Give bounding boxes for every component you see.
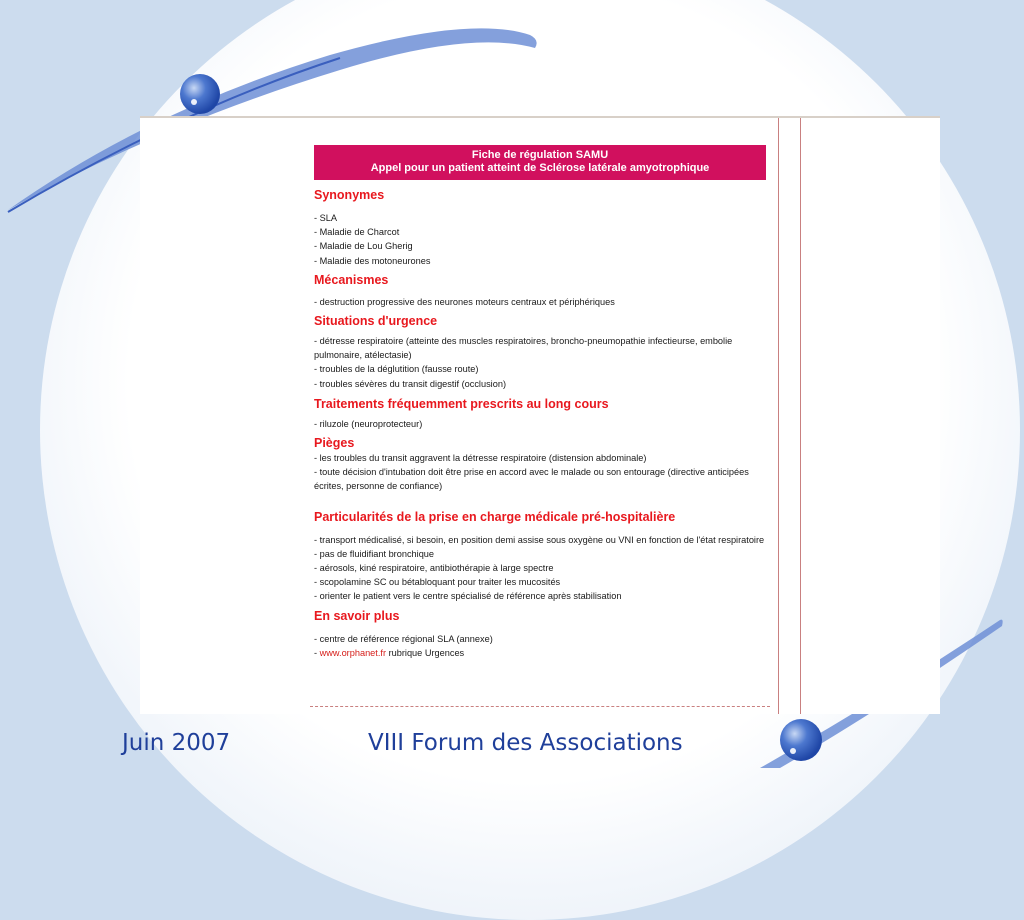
bottom-orb-icon	[780, 719, 822, 761]
list-item: - pas de fluidifiant bronchique	[314, 548, 435, 559]
section-title: Situations d'urgence	[314, 314, 438, 329]
sheet-header-title: Fiche de régulation SAMU	[471, 149, 609, 161]
list-item: - Maladie des motoneurones	[314, 255, 431, 266]
list-item: - centre de référence régional SLA (annexe)	[314, 633, 493, 644]
section-savoir-plus	[314, 609, 766, 660]
column-divider	[800, 118, 801, 714]
bottom-orb-highlight	[790, 748, 796, 754]
sheet-header-subtitle: Appel pour un patient atteint de Sclérose latérale amyotrophique	[370, 162, 710, 174]
orphanet-link[interactable]: www.orphanet.fr	[319, 647, 387, 658]
section-synonymes	[314, 188, 766, 268]
list-item-prefix: -	[314, 647, 320, 658]
section-pieges	[314, 436, 766, 494]
list-item: - aérosols, kiné respiratoire, antibiothérapie à large spectre	[314, 563, 554, 574]
footer-date: Juin 2007	[122, 730, 231, 756]
section-title: Pièges	[314, 436, 355, 451]
top-orb-icon	[180, 74, 220, 114]
list-item: - les troubles du transit aggravent la détresse respiratoire (distension abdominale)	[314, 453, 647, 464]
section-title: Mécanismes	[314, 272, 389, 287]
list-item: - toute décision d'intubation doit être prise en accord avec le malade ou son entourage (directive anticipées écrites, personne de confiance)	[314, 467, 749, 492]
section-list	[314, 295, 766, 309]
list-item: - transport médicalisé, si besoin, en position demi assise sous oxygène ou VNI en fonction de l'état respiratoire	[314, 534, 765, 545]
section-mecanismes	[314, 273, 766, 309]
section-traitements	[314, 397, 766, 431]
list-item: - détresse respiratoire (atteinte des muscles respiratoires, broncho-pneumopathie infectieurse, embolie pulmonaire, atélectasie)	[314, 336, 733, 361]
document-page	[140, 116, 940, 714]
section-title: Synonymes	[314, 188, 385, 202]
list-item: - troubles de la déglutition (fausse route)	[314, 364, 479, 375]
sheet-header	[314, 145, 766, 180]
section-list	[314, 451, 766, 494]
bottom-dotted-rule	[310, 706, 770, 707]
footer-event-title: VIII Forum des Associations	[368, 730, 683, 756]
list-item: - Maladie de Charcot	[314, 227, 400, 238]
section-title: En savoir plus	[314, 608, 400, 623]
section-list	[314, 211, 766, 268]
section-title: Particularités de la prise en charge médicale pré-hospitalière	[314, 509, 676, 524]
section-particularites	[314, 510, 766, 604]
regulation-sheet	[314, 145, 766, 660]
list-item: - orienter le patient vers le centre spécialisé de référence après stabilisation	[314, 591, 622, 602]
list-item-suffix: rubrique Urgences	[386, 647, 465, 658]
list-item: - destruction progressive des neurones moteurs centraux et périphériques	[314, 296, 615, 307]
column-divider	[778, 118, 779, 714]
top-orb-highlight	[191, 99, 197, 105]
list-item: - riluzole (neuroprotecteur)	[314, 418, 423, 429]
section-list	[314, 632, 766, 660]
list-item: - SLA	[314, 213, 337, 223]
list-item	[314, 646, 766, 660]
list-item: - troubles sévères du transit digestif (occlusion)	[314, 378, 506, 389]
list-item: - scopolamine SC ou bétabloquant pour traiter les mucosités	[314, 577, 561, 588]
section-title: Traitements fréquemment prescrits au long cours	[314, 396, 609, 411]
section-list	[314, 533, 766, 604]
section-urgence	[314, 314, 766, 391]
section-list	[314, 417, 766, 431]
list-item: - Maladie de Lou Gherig	[314, 241, 413, 252]
section-list	[314, 334, 766, 391]
